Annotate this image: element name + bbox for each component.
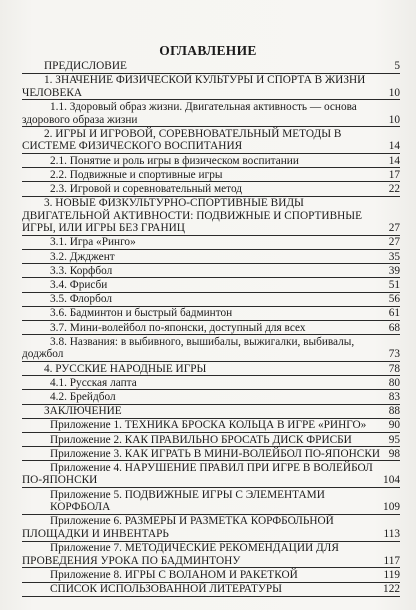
toc-entry-page: 51 <box>388 279 400 292</box>
toc-entry-text: 1.1. Здоровый образ жизни. Двигательная активность — основа здорового образа жизни <box>22 100 357 126</box>
toc-entry-text: СПИСОК ИСПОЛЬЗОВАННОЙ ЛИТЕРАТУРЫ <box>50 583 282 596</box>
toc-entry-page: 109 <box>383 501 400 514</box>
toc-entry-page: 27 <box>388 222 400 235</box>
toc-entry-section-3-5 <box>22 293 400 307</box>
toc-entry-section-2-3 <box>22 183 400 197</box>
toc-entry-text: Приложение 8. ИГРЫ С ВОЛАНОМ И РАКЕТКОЙ <box>50 569 298 581</box>
toc-entry-section-4-1 <box>22 377 400 391</box>
toc-entry-page: 83 <box>388 390 400 403</box>
toc-entry-text: 3.7. Мини-волейбол по-японски, доступный для всех <box>50 321 306 334</box>
toc-entry-text: 2.2. Подвижные и спортивные игры <box>50 168 223 181</box>
toc-entry-appendix-4 <box>22 462 400 488</box>
toc-entry-page: 119 <box>383 569 400 581</box>
toc-entry-appendix-6 <box>22 515 400 541</box>
toc-entry-page: 117 <box>383 554 400 567</box>
toc-entry-text: ПРЕДИСЛОВИЕ <box>44 60 127 72</box>
toc-entry-appendix-3 <box>22 448 400 462</box>
toc-entry-bibliography <box>22 583 400 597</box>
toc-entry-section-3-4 <box>22 279 400 293</box>
toc-entry-page: 35 <box>388 250 400 263</box>
toc-entry-page: 90 <box>388 419 400 432</box>
toc-entry-section-2-1 <box>22 155 400 169</box>
toc-entry-page: 14 <box>388 140 400 153</box>
toc-entry-text: 2. ИГРЫ И ИГРОВОЙ, СОРЕВНОВАТЕЛЬНЫЙ МЕТОДЫ В СИСТЕМЕ ФИЗИЧЕСКОГО ВОСПИТАНИЯ <box>22 127 342 153</box>
toc-entry-text: 3.6. Бадминтон и быстрый бадминтон <box>50 307 233 320</box>
toc-entry-text: 4.2. Брейдбол <box>50 390 116 403</box>
toc-entry-section-3-2 <box>22 251 400 265</box>
toc-entry-page: 27 <box>388 236 400 249</box>
toc-entry-conclusion <box>22 405 400 419</box>
toc-entry-text: 3.3. Корфбол <box>50 264 113 277</box>
toc-entry-page: 10 <box>388 113 400 126</box>
toc-entry-page: 17 <box>388 168 400 181</box>
toc-entry-section-3-3 <box>22 265 400 279</box>
toc-entry-text: Приложение 1. ТЕХНИКА БРОСКА КОЛЬЦА В ИГРЕ «РИНГО» <box>50 419 367 432</box>
toc-entry-section-1-1 <box>22 101 400 127</box>
toc-entry-page: 80 <box>388 376 400 389</box>
toc-entry-text: 4. РУССКИЕ НАРОДНЫЕ ИГРЫ <box>44 362 207 375</box>
toc-entry-page: 5 <box>394 60 400 72</box>
toc-entry-chapter-4 <box>22 363 400 377</box>
toc-entry-text: Приложение 5. ПОДВИЖНЫЕ ИГРЫ С ЭЛЕМЕНТАМИ КОРФБОЛА <box>50 488 325 514</box>
toc-entry-chapter-3 <box>22 197 400 236</box>
toc-entry-page: 39 <box>388 264 400 277</box>
toc-entry-appendix-2 <box>22 434 400 448</box>
toc-entry-chapter-2 <box>22 128 400 154</box>
toc-entry-section-3-6 <box>22 307 400 321</box>
toc-entry-page: 10 <box>388 86 400 99</box>
toc-entry-appendix-1 <box>22 419 400 433</box>
toc-entry-page: 61 <box>388 307 400 320</box>
toc-entry-page: 104 <box>383 474 400 487</box>
table-of-contents <box>22 60 400 597</box>
toc-entry-page: 95 <box>388 433 400 446</box>
toc-entry-appendix-7 <box>22 542 400 568</box>
toc-entry-page: 73 <box>388 348 400 361</box>
toc-entry-text: 2.1. Понятие и роль игры в физическом воспитании <box>50 154 299 167</box>
toc-entry-text: 1. ЗНАЧЕНИЕ ФИЗИЧЕСКОЙ КУЛЬТУРЫ И СПОРТА В ЖИЗНИ ЧЕЛОВЕКА <box>22 74 366 99</box>
toc-entry-page: 68 <box>388 321 400 334</box>
toc-entry-text: 3.8. Названия: в выбивного, вышибалы, выжигалки, выбивалы, доджбол <box>22 335 355 361</box>
toc-entry-text: Приложение 6. РАЗМЕРЫ И РАЗМЕТКА КОРФБОЛЬНОЙ ПЛОЩАДКИ И ИНВЕНТАРЬ <box>22 515 334 541</box>
toc-entry-page: 14 <box>388 154 400 167</box>
toc-entry-text: ЗАКЛЮЧЕНИЕ <box>44 405 122 418</box>
toc-entry-text: 3.2. Джджент <box>50 250 115 263</box>
toc-entry-text: 2.3. Игровой и соревновательный метод <box>50 182 243 195</box>
toc-entry-page: 56 <box>388 293 400 306</box>
toc-entry-text: 3.4. Фрисби <box>50 279 108 292</box>
toc-entry-section-3-7 <box>22 322 400 336</box>
toc-entry-section-2-2 <box>22 169 400 183</box>
toc-entry-text: Приложение 4. НАРУШЕНИЕ ПРАВИЛ ПРИ ИГРЕ В ВОЛЕЙБОЛ ПО-ЯПОНСКИ <box>22 461 373 487</box>
toc-entry-text: 4.1. Русская лапта <box>50 376 137 389</box>
toc-entry-preface <box>22 60 400 74</box>
toc-entry-text: 3.1. Игра «Ринго» <box>50 236 136 249</box>
toc-entry-appendix-5 <box>22 489 400 515</box>
toc-entry-page: 78 <box>388 362 400 375</box>
toc-entry-section-4-2 <box>22 391 400 405</box>
toc-entry-chapter-1 <box>22 74 400 100</box>
toc-entry-text: Приложение 7. МЕТОДИЧЕСКИЕ РЕКОМЕНДАЦИИ ДЛЯ ПРОВЕДЕНИЯ УРОКА ПО БАДМИНТОНУ <box>22 542 339 567</box>
toc-entry-text: 3.5. Флорбол <box>50 293 112 306</box>
toc-entry-section-3-1 <box>22 236 400 250</box>
toc-entry-appendix-8 <box>22 569 400 583</box>
toc-entry-text: Приложение 3. КАК ИГРАТЬ В МИНИ-ВОЛЕЙБОЛ ПО-ЯПОНСКИ <box>50 447 381 460</box>
toc-entry-section-3-8 <box>22 336 400 362</box>
toc-entry-page: 22 <box>388 182 400 195</box>
toc-entry-page: 113 <box>383 528 400 541</box>
toc-entry-text: Приложение 2. КАК ПРАВИЛЬНО БРОСАТЬ ДИСК ФРИСБИ <box>50 433 352 446</box>
toc-entry-page: 98 <box>388 447 400 460</box>
toc-entry-page: 122 <box>383 583 400 596</box>
toc-entry-text: 3. НОВЫЕ ФИЗКУЛЬТУРНО-СПОРТИВНЫЕ ВИДЫ ДВИГАТЕЛЬНОЙ АКТИВНОСТИ: ПОДВИЖНЫЕ И СПОРТИВНЫЕ ИГРЫ, ИЛИ ИГРЫ БЕЗ ГРАНИЦ <box>22 197 363 235</box>
toc-entry-page: 88 <box>388 405 400 418</box>
page-title: ОГЛАВЛЕНИЕ <box>159 43 257 58</box>
